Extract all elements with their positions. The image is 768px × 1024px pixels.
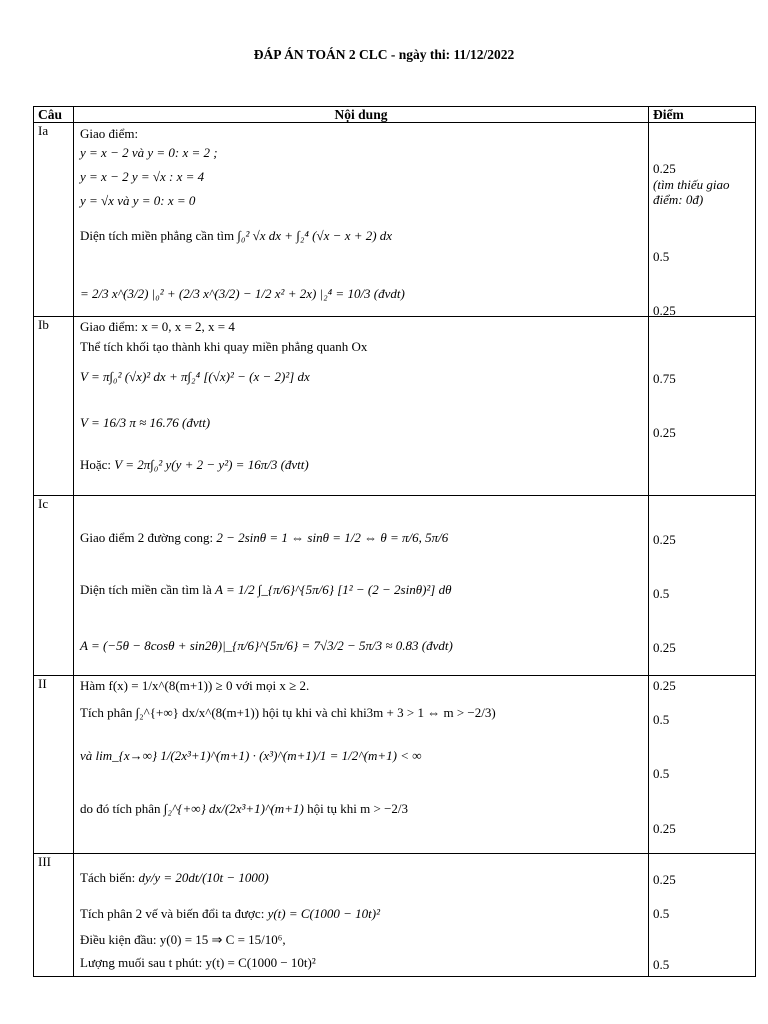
answer-content (74, 123, 649, 317)
math-line: A = (−5θ − 8cosθ + sin2θ)|_{π/6}^{5π/6} = 7√3/2 − 5π/3 ≈ 0.83 (đvdt) (80, 638, 453, 653)
text-line: Giao điểm: x = 0, x = 2, x = 4 (80, 319, 235, 334)
text-line: Hàm f(x) = 1/x^(8(m+1)) ≥ 0 với mọi x ≥ 2. (80, 678, 310, 693)
table-row (34, 317, 756, 496)
header-score: Điểm (649, 107, 756, 123)
table-row (34, 123, 756, 317)
text-line: hội tụ khi m > −2/3 (307, 801, 409, 816)
text-line: Diện tích miền cần tìm là (80, 582, 212, 597)
score: 0.25 (653, 161, 676, 176)
text-line: Lượng muối sau t phút: y(t) = C(1000 − 10t)² (80, 955, 316, 970)
text-line: Diện tích miền phẳng cần tìm (80, 228, 235, 243)
question-id: Ic (34, 496, 74, 676)
score: 0.25 (653, 425, 676, 440)
score: 0.75 (653, 371, 676, 386)
score: 0.25 (653, 640, 676, 655)
answer-content (74, 496, 649, 676)
question-id: III (34, 854, 74, 977)
score-cell (649, 854, 756, 977)
text-line: Thể tích khối tạo thành khi quay miền phẳng quanh Ox (80, 339, 368, 354)
math-formula: A = 1/2 ∫_{π/6}^{5π/6} [1² − (2 − 2sinθ)²] dθ (215, 582, 452, 597)
text-line: Điều kiện đầu: y(0) = 15 ⇒ C = 15/10⁶, (80, 932, 286, 947)
score: 0.5 (653, 249, 670, 264)
math-line: = 2/3 x^(3/2) |₀² + (2/3 x^(3/2) − 1/2 x² + 2x) |₂⁴ = 10/3 (đvdt) (80, 286, 405, 301)
question-id: Ia (34, 123, 74, 317)
score-cell (649, 676, 756, 854)
text-line: Tích phân ∫₂^{+∞} dx/x^(8(m+1)) hội tụ khi và chỉ khi3m + 3 > 1 ⇔ m > −2/3) (80, 705, 496, 720)
table-row (34, 676, 756, 854)
math-formula: 2 − 2sinθ = 1 ⇔ sinθ = 1/2 ⇔ θ = π/6, 5π/6 (216, 530, 449, 545)
header-row (34, 107, 756, 123)
answer-content (74, 854, 649, 977)
score: 0.5 (653, 906, 670, 921)
score: 0.5 (653, 957, 670, 972)
score: 0.5 (653, 712, 670, 727)
score-cell (649, 496, 756, 676)
answer-content (74, 676, 649, 854)
header-content: Nội dung (74, 107, 649, 123)
score-note: (tìm thiếu giao điểm: 0đ) (653, 177, 730, 207)
question-id: II (34, 676, 74, 854)
score: 0.25 (653, 678, 676, 693)
score: 0.25 (653, 872, 676, 887)
math-line: V = 16/3 π ≈ 16.76 (đvtt) (80, 415, 211, 430)
table-row (34, 496, 756, 676)
answer-content (74, 317, 649, 496)
score: 0.25 (653, 532, 676, 547)
table-row (34, 854, 756, 977)
score-cell (649, 317, 756, 496)
answer-table (33, 106, 756, 977)
score: 0.5 (653, 586, 670, 601)
text-line: Giao điểm 2 đường cong: (80, 530, 214, 545)
math-formula: y(t) = C(1000 − 10t)² (267, 906, 380, 921)
math-line: V = π∫₀² (√x)² dx + π∫₂⁴ [(√x)² − (x − 2)²] dx (80, 369, 310, 384)
score: 0.25 (653, 303, 676, 318)
math-line: y = √x và y = 0: x = 0 (80, 193, 196, 208)
math-formula: ∫₀² √x dx + ∫₂⁴ (√x − x + 2) dx (237, 228, 393, 243)
text-line: Tách biến: (80, 870, 136, 885)
text-line: Hoặc: (80, 457, 112, 472)
math-line: y = x − 2 và y = 0: x = 2 ; (80, 145, 218, 160)
math-formula: ∫₂^{+∞} dx/(2x³+1)^(m+1) (163, 801, 304, 816)
math-formula: V = 2π∫₀² y(y + 2 − y²) = 16π/3 (đvtt) (114, 457, 309, 472)
math-line: và lim_{x→∞} 1/(2x³+1)^(m+1) · (x³)^(m+1)/1 = 1/2^(m+1) < ∞ (80, 748, 422, 763)
text-line: do đó tích phân (80, 801, 161, 816)
math-formula: dy/y = 20dt/(10t − 1000) (138, 870, 269, 885)
question-id: Ib (34, 317, 74, 496)
text-line: Giao điểm: (80, 126, 139, 141)
page-title: ĐÁP ÁN TOÁN 2 CLC - ngày thi: 11/12/2022 (253, 47, 515, 62)
score: 0.5 (653, 766, 670, 781)
math-line: y = x − 2 y = √x : x = 4 (80, 169, 205, 184)
score-cell (649, 123, 756, 317)
score: 0.25 (653, 821, 676, 836)
header-question: Câu (34, 107, 74, 123)
text-line: Tích phân 2 vế và biến đổi ta được: (80, 906, 265, 921)
